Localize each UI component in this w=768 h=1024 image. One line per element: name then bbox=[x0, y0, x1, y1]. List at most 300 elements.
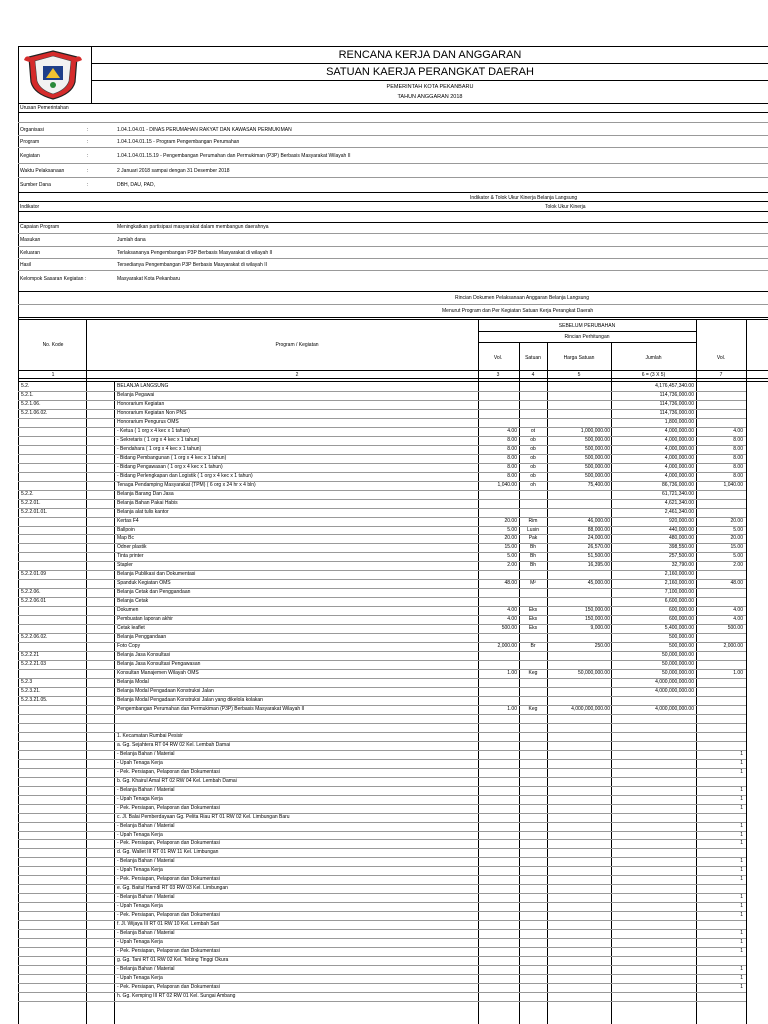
item-code: 5.2.3.21. bbox=[21, 687, 41, 694]
table-row bbox=[0, 561, 768, 570]
item-unit-price: 75,400.00 bbox=[587, 481, 610, 488]
item-unit-price: 500,000.00 bbox=[584, 472, 610, 479]
indikator-row-value: Masyarakat Kota Pekanbaru bbox=[117, 276, 181, 282]
table-row bbox=[0, 543, 768, 552]
item-unit-price: 26,570.00 bbox=[587, 544, 610, 551]
item-volume-after: 1,040.00 bbox=[723, 481, 743, 488]
pekanbaru-crest-logo bbox=[22, 48, 84, 102]
info-value-program: 1.04.1.04.01.15 - Program Pengembangan Perumahan bbox=[117, 139, 240, 145]
item-amount: 7,100,000.00 bbox=[664, 589, 694, 596]
doc-title: RENCANA KERJA DAN ANGGARAN bbox=[338, 49, 522, 61]
item-name: Foto Copy bbox=[117, 643, 141, 650]
table-row bbox=[0, 651, 768, 660]
col-number-4: 4 bbox=[531, 372, 535, 378]
item-volume: 4.00 bbox=[507, 427, 517, 434]
table-row bbox=[0, 911, 768, 920]
item-amount: 2,461,340.00 bbox=[664, 508, 694, 515]
item-name: - Pek. Persiapan, Pelaporan dan Dokumentasi bbox=[117, 983, 220, 990]
item-name: h. Gg. Kemping III RT 02 RW 01 Kel. Sungai Ambang bbox=[117, 992, 236, 999]
info-sep: : bbox=[87, 168, 89, 174]
item-name: - Bidang Perlengkapan dan Logistik ( 1 org x 4 kec x 1 tahun) bbox=[117, 472, 253, 479]
table-row bbox=[0, 768, 768, 777]
item-amount: 398,550.00 bbox=[668, 544, 694, 551]
item-amount: 32,790.00 bbox=[671, 562, 694, 569]
table-row bbox=[0, 714, 768, 723]
rincian-title: Rincian Dokumen Pelaksanaan Anggaran Belanja Langsung bbox=[455, 295, 589, 301]
table-row bbox=[0, 804, 768, 813]
item-volume-after: 4.00 bbox=[733, 616, 743, 623]
item-volume-after: 1 bbox=[740, 831, 743, 838]
table-row bbox=[0, 813, 768, 822]
header-harga-satuan: Harga Satuan bbox=[563, 355, 595, 361]
item-name: Spanduk Kegiatan OMS bbox=[117, 580, 171, 587]
item-volume-after: 2.00 bbox=[733, 562, 743, 569]
item-name: Map Bc bbox=[117, 535, 134, 542]
info-label-sumber-dana: Sumber Dana bbox=[20, 182, 51, 188]
item-unit-price: 500,000.00 bbox=[584, 436, 610, 443]
item-unit-price: 150,000.00 bbox=[584, 616, 610, 623]
table-row bbox=[0, 454, 768, 463]
info-label-waktu: Waktu Pelaksanaan bbox=[20, 168, 65, 174]
table-row bbox=[0, 427, 768, 436]
item-code: 5.2.2.21 bbox=[21, 652, 40, 659]
item-unit-price: 250.00 bbox=[594, 643, 610, 650]
item-name: Pembuatan laporan akhir bbox=[117, 616, 173, 623]
item-unit-price: 24,000.00 bbox=[587, 535, 610, 542]
table-row bbox=[0, 848, 768, 857]
item-volume-after: 1 bbox=[740, 876, 743, 883]
item-volume-after: 1.00 bbox=[733, 670, 743, 677]
table-row bbox=[0, 795, 768, 804]
item-name: Belanja Publikasi dan Dokumentasi bbox=[117, 571, 196, 578]
item-name: Belanja alat tulis kantor bbox=[117, 508, 169, 515]
item-volume: 8.00 bbox=[507, 436, 517, 443]
item-volume-after: 1 bbox=[740, 912, 743, 919]
item-name: - Upah Tenaga Kerja bbox=[117, 867, 163, 874]
item-amount: 50,000,000.00 bbox=[662, 670, 694, 677]
table-row bbox=[0, 705, 768, 714]
item-volume-after: 1 bbox=[740, 768, 743, 775]
item-volume: 48.00 bbox=[504, 580, 517, 587]
item-name: - Belanja Bahan / Material bbox=[117, 822, 175, 829]
tolok-ukur-title: Tolok Ukur Kinerja bbox=[545, 204, 586, 210]
info-sep: : bbox=[87, 127, 89, 133]
table-row bbox=[0, 696, 768, 705]
item-name: Ballpoin bbox=[117, 526, 135, 533]
col-number-3: 3 bbox=[496, 372, 500, 378]
item-volume-after: 2,000.00 bbox=[723, 643, 743, 650]
item-code: 5.2.2.01.01. bbox=[21, 508, 48, 515]
item-amount: 50,000,000.00 bbox=[662, 661, 694, 668]
table-row bbox=[0, 974, 768, 983]
table-row bbox=[0, 517, 768, 526]
item-name: Tinta printer bbox=[117, 553, 144, 560]
item-amount: 114,736,000.00 bbox=[659, 409, 694, 416]
table-row bbox=[0, 606, 768, 615]
info-label-organisasi: Organisasi bbox=[20, 127, 44, 133]
item-unit-price: 4,000,000,000.00 bbox=[571, 705, 610, 712]
item-volume-after: 1 bbox=[740, 966, 743, 973]
rincian-subtitle: Menurut Program dan Per Kegiatan Satuan Kerja Perangkat Daerah bbox=[442, 308, 594, 314]
table-row bbox=[0, 508, 768, 517]
item-volume: 4.00 bbox=[507, 616, 517, 623]
item-volume-after: 8.00 bbox=[733, 454, 743, 461]
item-amount: 4,176,457,340.00 bbox=[655, 383, 694, 389]
table-row bbox=[0, 490, 768, 499]
item-name: Belanja Jasa Konsultasi Pengawasan bbox=[117, 661, 201, 668]
item-code: 5.2.3 bbox=[21, 679, 33, 685]
item-code: 5.2.2.01.09 bbox=[21, 571, 47, 578]
item-name: - Upah Tenaga Kerja bbox=[117, 759, 163, 766]
doc-subtitle: SATUAN KAERJA PERANGKAT DAERAH bbox=[326, 66, 534, 78]
table-row bbox=[0, 391, 768, 400]
item-volume-after: 1 bbox=[740, 930, 743, 937]
indikator-row-value: Meningkatkan partisipasi masyarakat dalam membangun daerahnya bbox=[117, 224, 269, 230]
item-name: Belanja Barang Dan Jasa bbox=[117, 490, 174, 497]
item-volume-after: 4.00 bbox=[733, 427, 743, 434]
item-unit-price: 45,000.00 bbox=[587, 580, 610, 587]
table-row bbox=[0, 786, 768, 795]
table-row bbox=[0, 992, 768, 1001]
table-row bbox=[0, 534, 768, 543]
item-unit: Bh bbox=[529, 553, 537, 560]
table-row bbox=[0, 481, 768, 490]
item-amount: 5,400,000.00 bbox=[664, 625, 694, 632]
item-name: - Upah Tenaga Kerja bbox=[117, 831, 163, 838]
col-number-6: 6 = (3 X 5) bbox=[641, 372, 666, 378]
item-volume: 4.00 bbox=[507, 607, 517, 614]
item-name: Honorarium Kegiatan Non PNS bbox=[117, 409, 187, 416]
col-number-7: 7 bbox=[719, 372, 723, 378]
item-name: Belanja Modal Pengadaan Konstruksi Jalan bbox=[117, 687, 214, 694]
item-volume-after: 1 bbox=[740, 750, 743, 757]
info-value-organisasi: 1.04.1.04.01 - DINAS PERUMAHAN RAKYAT DAN KAWASAN PERMUKIMAN bbox=[117, 127, 292, 133]
col-number-2: 2 bbox=[295, 372, 299, 378]
government-name: PEMERINTAH KOTA PEKANBARU bbox=[386, 84, 474, 90]
item-volume: 1.00 bbox=[507, 670, 517, 677]
item-unit: ob bbox=[530, 436, 536, 443]
header-vol: Vol. bbox=[493, 355, 503, 361]
item-amount: 600,000.00 bbox=[668, 607, 694, 614]
header-rincian-perhitungan: Rincian Perhitungan bbox=[564, 334, 610, 340]
item-volume-after: 8.00 bbox=[733, 472, 743, 479]
item-name: b. Gg. Khairul Amal RT 02 RW 04 Kel. Lembah Damai bbox=[117, 777, 237, 784]
table-row bbox=[0, 839, 768, 848]
item-name: Belanja Jasa Konsultasi bbox=[117, 652, 171, 659]
item-volume-after: 1 bbox=[740, 983, 743, 990]
table-row bbox=[0, 409, 768, 418]
item-name: Belanja Modal Pengadaan Konstruksi Jalan yang dikelola kolakan bbox=[117, 696, 263, 703]
item-name: - Belanja Bahan / Material bbox=[117, 750, 175, 757]
item-unit-price: 500,000.00 bbox=[584, 454, 610, 461]
item-amount: 1,800,000.00 bbox=[664, 418, 694, 425]
item-name: f. Jl. Wijaya III RT 01 RW 10 Kel. Lembah Sari bbox=[117, 921, 220, 928]
item-unit: Eks bbox=[528, 607, 538, 614]
item-volume-after: 20.00 bbox=[730, 517, 743, 524]
item-volume-after: 8.00 bbox=[733, 463, 743, 470]
table-row bbox=[0, 687, 768, 696]
item-code: 5.2.3.21.05. bbox=[21, 696, 48, 703]
item-name: - Belanja Bahan / Material bbox=[117, 894, 175, 901]
table-row bbox=[0, 929, 768, 938]
item-volume: 8.00 bbox=[507, 445, 517, 452]
item-name: - Upah Tenaga Kerja bbox=[117, 903, 163, 910]
item-unit-price: 500,000.00 bbox=[584, 445, 610, 452]
item-name: c. Jl. Balai Pemberdayaan Gg. Pelita Riau RT 01 RW 02 Kel. Limbungan Baru bbox=[117, 813, 290, 820]
info-value-sumber-dana: DBH, DAU, PAD, bbox=[117, 182, 155, 188]
item-name: - Pek. Persiapan, Pelaporan dan Dokumentasi bbox=[117, 768, 220, 775]
item-amount: 500,000.00 bbox=[668, 634, 694, 641]
item-name: - Upah Tenaga Kerja bbox=[117, 795, 163, 802]
item-volume-after: 48.00 bbox=[730, 580, 743, 587]
item-unit: Keg bbox=[528, 670, 538, 677]
item-unit-price: 51,500.00 bbox=[587, 553, 610, 560]
table-row bbox=[0, 669, 768, 678]
item-unit-price: 500,000.00 bbox=[584, 463, 610, 470]
table-row bbox=[0, 615, 768, 624]
table-row bbox=[0, 831, 768, 840]
info-sep: : bbox=[87, 153, 89, 159]
item-unit: ot bbox=[530, 427, 536, 434]
table-row bbox=[0, 956, 768, 965]
table-row bbox=[0, 499, 768, 508]
item-code: 5.2.2.01. bbox=[21, 499, 41, 506]
table-row bbox=[0, 436, 768, 445]
item-name: 1. Kecamatan Rumbai Pesisir bbox=[117, 732, 183, 739]
indikator-row-value: Terlaksananya Pengembangan P3P Berbasis Masyarakat di wilayah II bbox=[117, 250, 273, 256]
item-name: - Upah Tenaga Kerja bbox=[117, 975, 163, 982]
indikator-row-label: Kelompok Sasaran Kegiatan : bbox=[20, 276, 87, 282]
item-unit-price: 88,000.00 bbox=[587, 526, 610, 533]
table-row bbox=[0, 579, 768, 588]
item-volume-after: 5.00 bbox=[733, 526, 743, 533]
item-volume-after: 1 bbox=[740, 804, 743, 811]
item-name: - Belanja Bahan / Material bbox=[117, 966, 175, 973]
indikator-band-title: Indikator & Tolok Ukur Kinerja Belanja Langsung bbox=[470, 195, 578, 201]
item-name: - Pek. Persiapan, Pelaporan dan Dokumentasi bbox=[117, 912, 220, 919]
table-row bbox=[0, 642, 768, 651]
item-volume-after: 1 bbox=[740, 858, 743, 865]
table-row bbox=[0, 660, 768, 669]
item-amount: 4,000,000,000.00 bbox=[655, 679, 694, 685]
item-name: Kertas F4 bbox=[117, 517, 139, 524]
item-unit: Bh bbox=[529, 544, 537, 551]
item-name: Honorarium Pengurus OMS bbox=[117, 418, 179, 425]
table-row bbox=[0, 723, 768, 732]
item-volume-after: 1 bbox=[740, 939, 743, 946]
item-name: - Pek. Persiapan, Pelaporan dan Dokumentasi bbox=[117, 948, 220, 955]
item-unit: ob bbox=[530, 463, 536, 470]
item-amount: 114,736,000.00 bbox=[659, 391, 694, 398]
item-name: Stapler bbox=[117, 562, 133, 569]
item-unit: Eks bbox=[528, 616, 538, 623]
item-amount: 61,721,340.00 bbox=[662, 490, 694, 497]
item-name: - Pek. Persiapan, Pelaporan dan Dokumentasi bbox=[117, 804, 220, 811]
item-volume-after: 15.00 bbox=[730, 544, 743, 551]
table-row bbox=[0, 678, 768, 687]
item-name: e. Gg. Baitul Hamdi RT 03 RW 03 Kel. Limbungan bbox=[117, 885, 228, 892]
table-row bbox=[0, 588, 768, 597]
item-name: d. Gg. Wallet III RT 01 RW 11 Kel. Limbungan bbox=[117, 849, 219, 856]
item-code: 5.2.2. bbox=[21, 490, 34, 497]
item-amount: 6,600,000.00 bbox=[664, 598, 694, 605]
item-name: Tenaga Pendamping Masyarakat (TPM) ( 6 org x 24 hr x 4 bln) bbox=[117, 481, 256, 488]
item-unit-price: 50,000,000.00 bbox=[578, 670, 610, 677]
item-name: - Pek. Persiapan, Pelaporan dan Dokumentasi bbox=[117, 876, 220, 883]
item-amount: 4,000,000,000.00 bbox=[655, 705, 694, 712]
item-name: - Bidang Pembangunan ( 1 org x 4 kec x 1 tahun) bbox=[117, 454, 227, 461]
table-row bbox=[0, 633, 768, 642]
table-row bbox=[0, 445, 768, 454]
item-volume-after: 1 bbox=[740, 786, 743, 793]
item-code: 5.2.1.06. bbox=[21, 400, 41, 407]
item-name: - Pek. Persiapan, Pelaporan dan Dokumentasi bbox=[117, 840, 220, 847]
item-volume-after: 4.00 bbox=[733, 607, 743, 614]
item-name: Konsultan Manajemen Wilayah OMS bbox=[117, 670, 199, 677]
item-amount: 4,000,000.00 bbox=[664, 427, 694, 434]
indikator-row-value: Jumlah dana bbox=[117, 237, 146, 243]
item-name: - Bendahara ( 1 org x 4 kec x 1 tahun) bbox=[117, 445, 202, 452]
item-volume: 15.00 bbox=[504, 544, 517, 551]
item-name: Belanja Penggandaan bbox=[117, 634, 167, 641]
item-name: a. Gg. Sejahtera RT 04 RW 02 Kel. Lembah Damai bbox=[117, 741, 231, 748]
table-row bbox=[0, 893, 768, 902]
item-unit-price: 46,000.00 bbox=[587, 517, 610, 524]
item-code: 5.2.1. bbox=[21, 391, 34, 398]
item-amount: 2,160,000.00 bbox=[664, 571, 694, 578]
item-volume: 500.00 bbox=[501, 625, 517, 632]
item-name: Belanja Modal bbox=[117, 679, 149, 685]
item-amount: 4,000,000.00 bbox=[664, 463, 694, 470]
table-row bbox=[0, 526, 768, 535]
table-row bbox=[0, 884, 768, 893]
header-jumlah: Jumlah bbox=[645, 355, 662, 361]
item-code: 5.2.2.06. bbox=[21, 589, 41, 596]
item-amount: 4,000,000.00 bbox=[664, 454, 694, 461]
item-volume: 20.00 bbox=[504, 517, 517, 524]
col-number-5: 5 bbox=[577, 372, 581, 378]
item-volume: 8.00 bbox=[507, 463, 517, 470]
indikator-label: Indikator bbox=[20, 204, 40, 210]
item-volume-after: 1 bbox=[740, 903, 743, 910]
table-row bbox=[0, 463, 768, 472]
item-unit: Lusin bbox=[527, 526, 539, 533]
item-unit: Bh bbox=[529, 562, 537, 569]
item-name: - Belanja Bahan / Material bbox=[117, 930, 175, 937]
item-volume: 8.00 bbox=[507, 472, 517, 479]
item-name: Belanja Bahan Pakai Habis bbox=[117, 499, 178, 506]
item-amount: 2,160,000.00 bbox=[664, 580, 694, 587]
item-name: g. Gg. Tani RT 01 RW 02 Kel. Tebing Tinggi Okura bbox=[117, 957, 229, 964]
info-label-program: Program bbox=[20, 139, 40, 145]
item-name: Odner plastik bbox=[117, 544, 147, 551]
table-row bbox=[0, 418, 768, 427]
item-unit: Pak bbox=[528, 535, 538, 542]
item-amount: 257,500.00 bbox=[668, 553, 694, 560]
item-volume-after: 8.00 bbox=[733, 436, 743, 443]
item-amount: 4,000,000.00 bbox=[664, 445, 694, 452]
table-row bbox=[0, 472, 768, 481]
table-row bbox=[0, 624, 768, 633]
item-volume-after: 5.00 bbox=[733, 553, 743, 560]
table-row bbox=[0, 382, 768, 391]
item-unit-price: 1,000,000.00 bbox=[580, 427, 610, 434]
item-amount: 114,736,000.00 bbox=[659, 400, 694, 407]
header-program-kegiatan: Program / Kegiatan bbox=[275, 342, 319, 348]
item-amount: 920,000.00 bbox=[668, 517, 694, 524]
item-volume: 2,000.00 bbox=[497, 643, 517, 650]
table-row bbox=[0, 400, 768, 409]
item-volume-after: 1 bbox=[740, 759, 743, 766]
item-unit: Keg bbox=[528, 705, 538, 712]
table-row bbox=[0, 597, 768, 606]
item-volume-after: 1 bbox=[740, 795, 743, 802]
item-name: Honorarium Kegiatan bbox=[117, 400, 165, 407]
item-code: 5.2. bbox=[21, 383, 30, 389]
indikator-row-label: Keluaran bbox=[20, 250, 41, 256]
item-name: - Ketua ( 1 org x 4 kec x 1 tahun) bbox=[117, 427, 190, 434]
table-row bbox=[0, 920, 768, 929]
table-row bbox=[0, 777, 768, 786]
item-amount: 50,000,000.00 bbox=[662, 652, 694, 659]
item-volume-after: 1 bbox=[740, 975, 743, 982]
item-unit-price: 9,000.00 bbox=[590, 625, 610, 632]
header-no-kode: No. Kode bbox=[42, 342, 64, 348]
item-unit: oh bbox=[530, 481, 536, 488]
item-amount: 480,000.00 bbox=[668, 535, 694, 542]
item-volume-after: 1 bbox=[740, 840, 743, 847]
table-row bbox=[0, 938, 768, 947]
indikator-row-label: Capaian Program bbox=[20, 224, 60, 230]
info-sep: : bbox=[87, 139, 89, 145]
table-row bbox=[0, 875, 768, 884]
info-value-kegiatan: 1.04.1.04.01.15.19 - Pengembangan Perumahan dan Permukiman (P3P) Berbasis Masyarakat Wilayah II bbox=[117, 153, 351, 159]
info-label-kegiatan: Kegiatan bbox=[20, 153, 40, 159]
item-unit: ob bbox=[530, 454, 536, 461]
header-satuan: Satuan bbox=[525, 355, 541, 361]
indikator-row-label: Masukan bbox=[20, 237, 41, 243]
item-name: BELANJA LANGSUNG bbox=[117, 383, 169, 389]
fiscal-year: TAHUN ANGGARAN 2018 bbox=[397, 94, 463, 100]
item-volume: 1,040.00 bbox=[497, 481, 517, 488]
item-unit: Br bbox=[530, 643, 536, 650]
item-amount: 4,000,000,000.00 bbox=[655, 687, 694, 694]
header-vol-2: Vol. bbox=[716, 355, 726, 361]
item-code: 5.2.1.06.02. bbox=[21, 409, 48, 416]
item-name: Belanja Pegawai bbox=[117, 391, 155, 398]
item-volume: 2.00 bbox=[507, 562, 517, 569]
table-row bbox=[0, 983, 768, 992]
item-volume: 5.00 bbox=[507, 553, 517, 560]
table-row bbox=[0, 857, 768, 866]
item-amount: 440,000.00 bbox=[668, 526, 694, 533]
item-volume-after: 1 bbox=[740, 867, 743, 874]
item-volume: 8.00 bbox=[507, 454, 517, 461]
item-name: Dokumen bbox=[117, 607, 139, 614]
item-amount: 4,000,000.00 bbox=[664, 472, 694, 479]
item-amount: 4,621,340.00 bbox=[664, 499, 694, 506]
item-unit: Rim bbox=[528, 517, 538, 524]
table-row bbox=[0, 732, 768, 741]
item-unit: M² bbox=[530, 580, 536, 587]
header-sebelum-perubahan: SEBELUM PERUBAHAN bbox=[558, 323, 616, 329]
col-number-1: 1 bbox=[51, 372, 55, 378]
item-volume-after: 1 bbox=[740, 894, 743, 901]
table-row bbox=[0, 947, 768, 956]
table-row bbox=[0, 552, 768, 561]
item-unit: ob bbox=[530, 445, 536, 452]
item-name: - Belanja Bahan / Material bbox=[117, 858, 175, 865]
